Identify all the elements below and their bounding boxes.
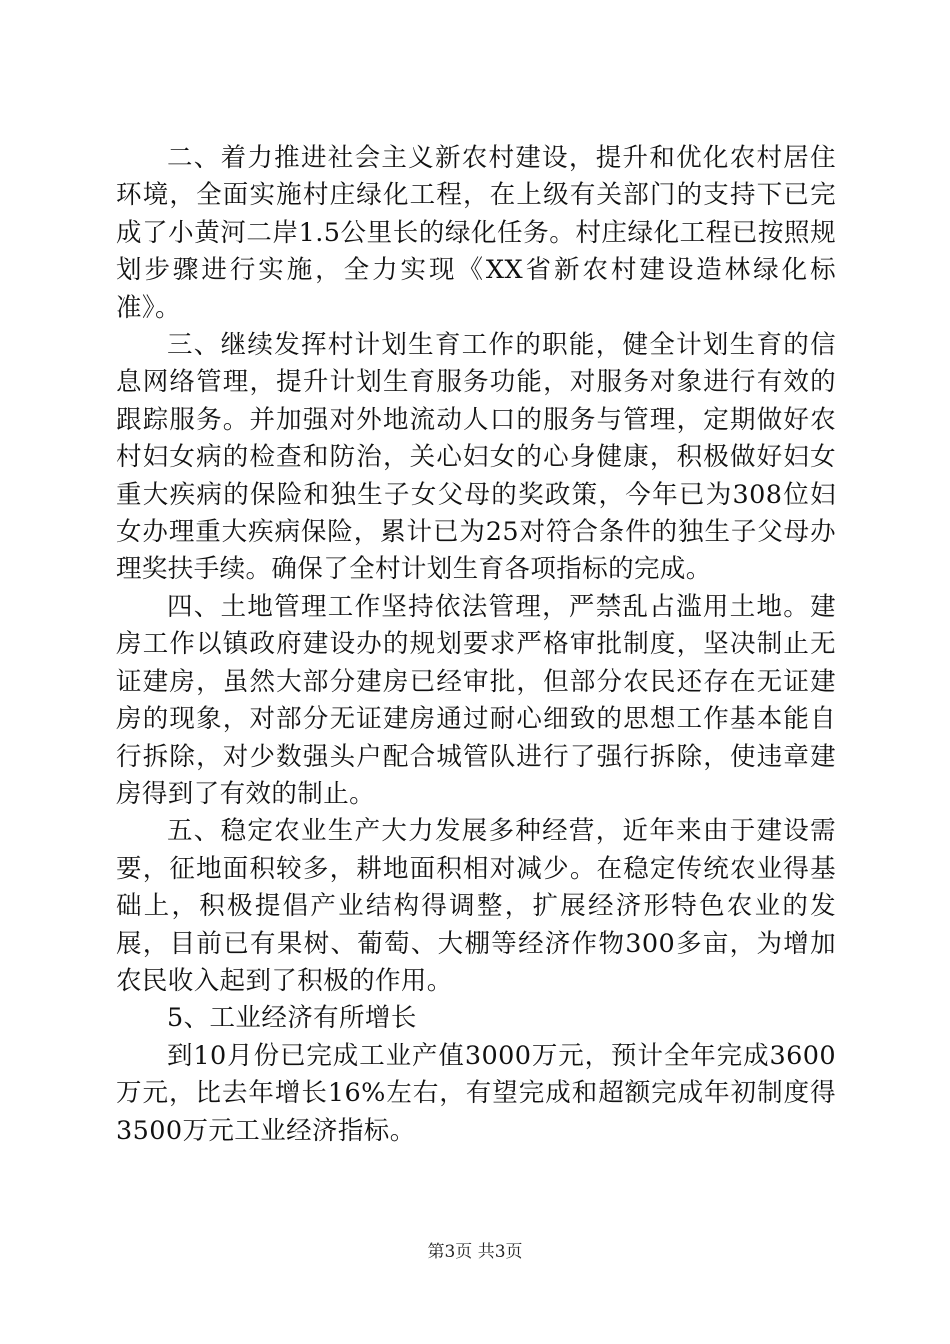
document-body <box>116 140 836 1150</box>
paragraph-land-management: 四、土地管理工作坚持依法管理，严禁乱占滥用土地。建房工作以镇政府建设办的规划要求严格审批制度，坚决制止无证建房，虽然大部分建房已经审批，但部分农民还存在无证建房的现象，对部分无证建房通过耐心细致的思想工作基本能自行拆除，对少数强头户配合城管队进行了强行拆除，使违章建房得到了有效的制止。 <box>116 591 836 809</box>
paragraph-industry: 到10月份已完成工业产值3000万元，预计全年完成3600万元，比去年增长16%左右，有望完成和超额完成年初制度得3500万元工业经济指标。 <box>116 1040 836 1146</box>
section-heading-industry: 5、工业经济有所增长 <box>167 1003 417 1034</box>
paragraph-agriculture: 五、稳定农业生产大力发展多种经营，近年来由于建设需要，征地面积较多，耕地面积相对减少。在稳定传统农业得基础上，积极提倡产业结构得调整，扩展经济形特色农业的发展，目前已有果树、葡萄、大棚等经济作物300多亩，为增加农民收入起到了积极的作用。 <box>116 816 836 996</box>
page-number-footer: 第3页 共3页 <box>427 1242 523 1262</box>
paragraph-rural-construction: 二、着力推进社会主义新农村建设，提升和优化农村居住环境，全面实施村庄绿化工程，在上级有关部门的支持下已完成了小黄河二岸1.5公里长的绿化任务。村庄绿化工程已按照规划步骤进行实施，全力实现《XX省新农村建设造林绿化标准》。 <box>116 143 836 323</box>
paragraph-family-planning: 三、继续发挥村计划生育工作的职能，健全计划生育的信息网络管理，提升计划生育服务功能，对服务对象进行有效的跟踪服务。并加强对外地流动人口的服务与管理，定期做好农村妇女病的检查和防治，关心妇女的心身健康，积极做好妇女重大疾病的保险和独生子女父母的奖政策，今年已为308位妇女办理重大疾病保险，累计已为25对符合条件的独生子父母办理奖扶手续。确保了全村计划生育各项指标的完成。 <box>116 330 836 585</box>
